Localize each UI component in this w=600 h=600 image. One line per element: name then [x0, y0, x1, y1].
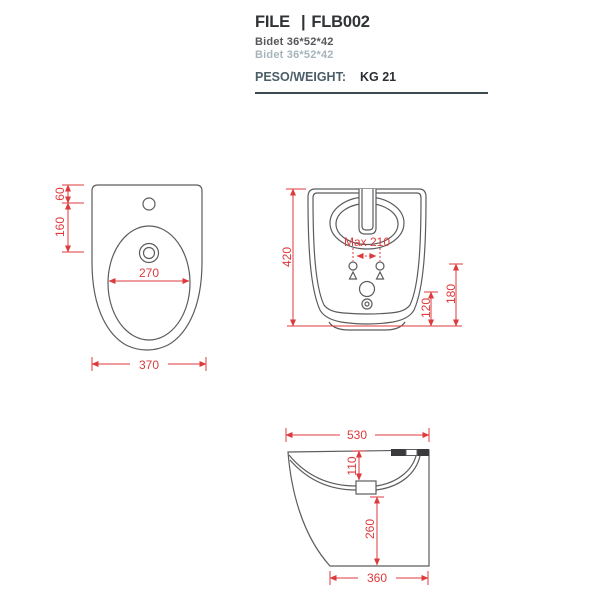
title-separator: | — [300, 13, 306, 31]
product-code: FLB002 — [311, 13, 370, 31]
weight-value: KG 21 — [359, 70, 397, 84]
front-view — [308, 189, 426, 330]
tap-hole-section — [406, 450, 417, 456]
dim-label-270: 270 — [138, 266, 160, 280]
subtitle-light: Bidet 36*52*42 — [255, 49, 334, 61]
dim-label-110: 110 — [345, 456, 359, 476]
dim-label-60: 60 — [53, 187, 67, 201]
weight-label: PESO/WEIGHT: — [255, 70, 346, 84]
dim-label-160: 160 — [53, 216, 67, 238]
max-210-label: Max 210 — [343, 235, 391, 249]
dim-label-180: 180 — [444, 283, 458, 305]
file-label: FILE — [255, 13, 290, 31]
drain-trap-box — [356, 481, 376, 494]
dim-label-420: 420 — [280, 246, 294, 268]
dim-label-370: 370 — [138, 358, 160, 372]
dim-label-360: 360 — [366, 571, 388, 585]
dim-label-530: 530 — [346, 428, 368, 442]
dim-label-120: 120 — [419, 297, 433, 319]
dim-label-260: 260 — [363, 518, 377, 540]
subtitle-dark: Bidet 36*52*42 — [255, 36, 334, 48]
